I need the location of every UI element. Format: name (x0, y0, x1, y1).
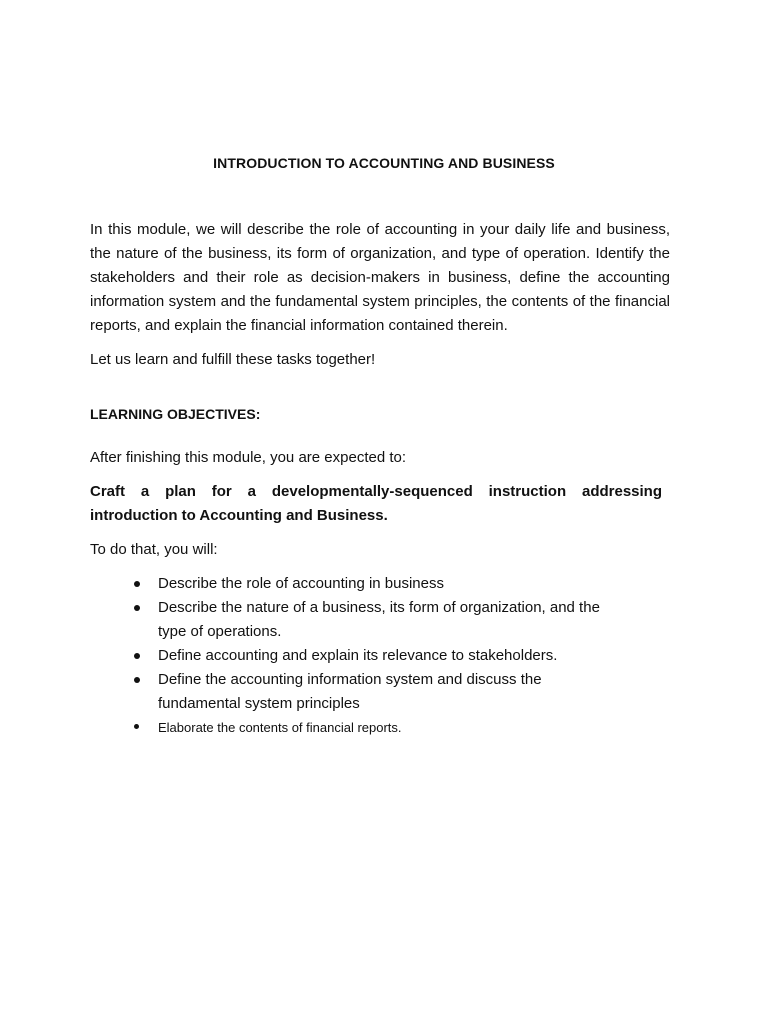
list-item-text: Describe the nature of a business, its form of organization, and the type of operations. (158, 599, 600, 640)
bullet-icon (134, 605, 140, 611)
to-do-intro: To do that, you will: (90, 541, 218, 558)
tasks-together-line: Let us learn and fulfill these tasks together! (90, 351, 376, 368)
list-item (134, 668, 604, 716)
craft-statement: Craft a plan for a developmentally-sequenced instruction addressing introduction to Accounting and Business. (90, 483, 662, 524)
page-title: INTRODUCTION TO ACCOUNTING AND BUSINESS (213, 155, 555, 171)
list-item (134, 716, 604, 740)
list-item (134, 572, 604, 596)
bullet-icon (134, 581, 140, 587)
bullet-icon (134, 724, 139, 729)
expectation-line: After finishing this module, you are expected to: (90, 449, 407, 466)
bullet-icon (134, 677, 140, 683)
list-item-text: Describe the role of accounting in business (158, 575, 444, 592)
document-body (90, 218, 670, 740)
bullet-icon (134, 653, 140, 659)
learning-objectives-heading: LEARNING OBJECTIVES: (90, 406, 261, 422)
list-item (134, 644, 604, 668)
list-item-text: Elaborate the contents of financial reports. (158, 720, 402, 735)
objectives-list (90, 572, 604, 740)
list-item-text: Define accounting and explain its relevance to stakeholders. (158, 647, 558, 664)
list-item-text: Define the accounting information system and discuss the fundamental system principles (158, 671, 542, 712)
list-item (134, 596, 604, 644)
intro-paragraph: In this module, we will describe the role of accounting in your daily life and business, the nature of the business, its form of organization, and type of operation. Identify the stakeholders and their role as decision-makers in business, define the accounting information system and the fundamental system principles, the contents of the financial reports, and explain the financial information contained therein. (90, 221, 670, 334)
